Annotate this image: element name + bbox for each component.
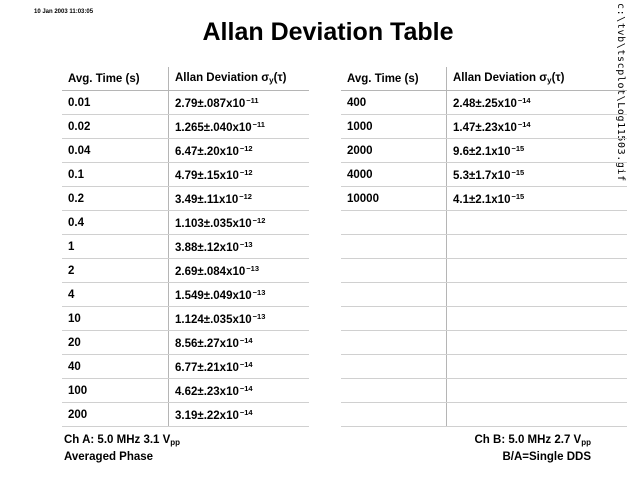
avg-time-cell: 2 [62, 259, 169, 283]
avg-time-cell [341, 331, 447, 355]
allan-deviation-cell [169, 187, 310, 211]
table-row [341, 403, 627, 427]
table-row [341, 187, 627, 211]
avg-time-cell: 0.02 [62, 115, 169, 139]
avg-time-cell: 0.2 [62, 187, 169, 211]
tau-symbol: (τ) [273, 72, 287, 84]
allan-deviation-cell [447, 235, 628, 259]
table-row [62, 139, 309, 163]
avg-time-cell: 10 [62, 307, 169, 331]
allan-deviation-cell [169, 307, 310, 331]
deviation-value: 3.88±.12x10 [175, 241, 239, 254]
dev-header-prefix: Allan Deviation [175, 72, 262, 84]
allan-deviation-cell [447, 355, 628, 379]
table-row [62, 259, 309, 283]
allan-deviation-cell [169, 139, 310, 163]
avg-time-cell [341, 283, 447, 307]
deviation-exponent: −14 [239, 335, 253, 345]
allan-deviation-cell [169, 163, 310, 187]
channel-b-info [475, 433, 592, 465]
sigma-symbol: σ [539, 72, 548, 84]
table-row [341, 283, 627, 307]
avg-time-cell: 4 [62, 283, 169, 307]
avg-time-cell: 0.4 [62, 211, 169, 235]
timestamp: 10 Jan 2003 11:03:05 [34, 9, 94, 15]
table-header-row [62, 67, 309, 91]
deviation-value: 2.79±.087x10 [175, 97, 246, 110]
table-row [341, 259, 627, 283]
table-row [62, 91, 309, 115]
deviation-value: 1.103±.035x10 [175, 217, 252, 230]
deviation-value: 8.56±.27x10 [175, 337, 239, 350]
allan-table-left [62, 67, 309, 427]
avg-time-cell: 0.01 [62, 91, 169, 115]
avg-time-cell: 10000 [341, 187, 447, 211]
avg-time-cell: 1000 [341, 115, 447, 139]
deviation-value: 6.47±.20x10 [175, 145, 239, 158]
table-row [62, 163, 309, 187]
table-row [62, 187, 309, 211]
allan-deviation-cell [447, 211, 628, 235]
deviation-exponent: −12 [239, 191, 252, 201]
avg-time-cell: 400 [341, 91, 447, 115]
allan-deviation-cell [447, 187, 628, 211]
deviation-exponent: −11 [252, 119, 265, 129]
table-row [341, 379, 627, 403]
avg-time-header: Avg. Time (s) [341, 67, 447, 91]
deviation-exponent: −13 [239, 239, 253, 249]
allan-table-right [341, 67, 627, 427]
deviation-exponent: −12 [239, 143, 253, 153]
tau-symbol: (τ) [551, 72, 565, 84]
allan-deviation-cell [169, 235, 310, 259]
avg-time-cell: 0.04 [62, 139, 169, 163]
table-row [341, 211, 627, 235]
deviation-value: 3.19±.22x10 [175, 409, 239, 422]
avg-time-cell: 0.1 [62, 163, 169, 187]
deviation-exponent: −14 [517, 95, 531, 105]
table-row [62, 379, 309, 403]
deviation-value: 1.265±.040x10 [175, 121, 252, 134]
deviation-exponent: −13 [252, 287, 266, 297]
table-row [62, 403, 309, 427]
avg-time-cell: 200 [62, 403, 169, 427]
avg-time-cell [341, 211, 447, 235]
sigma-symbol: σ [261, 72, 270, 84]
table-row [62, 235, 309, 259]
channel-b-line1 [475, 433, 592, 450]
allan-deviation-cell [447, 139, 628, 163]
avg-time-cell [341, 403, 447, 427]
channel-a-info [64, 433, 180, 465]
table-row [62, 115, 309, 139]
avg-time-cell: 2000 [341, 139, 447, 163]
avg-time-cell [341, 259, 447, 283]
avg-time-cell: 4000 [341, 163, 447, 187]
avg-time-header: Avg. Time (s) [62, 67, 169, 91]
table-row [341, 355, 627, 379]
deviation-value: 6.77±.21x10 [175, 361, 239, 374]
allan-deviation-header [447, 67, 628, 91]
deviation-exponent: −11 [246, 95, 259, 105]
channel-b-line2: B/A=Single DDS [502, 451, 591, 463]
allan-deviation-cell [447, 403, 628, 427]
deviation-exponent: −12 [252, 215, 266, 225]
deviation-value: 2.69±.084x10 [175, 265, 246, 278]
sigma-subscript: y [547, 76, 552, 85]
allan-deviation-cell [169, 211, 310, 235]
table-row [62, 211, 309, 235]
table-row [62, 283, 309, 307]
table-row [62, 331, 309, 355]
channel-a-line1 [64, 433, 180, 450]
table-header-row [341, 67, 627, 91]
deviation-value: 4.1±2.1x10 [453, 193, 511, 206]
table-row [62, 355, 309, 379]
avg-time-cell: 40 [62, 355, 169, 379]
allan-deviation-cell [169, 403, 310, 427]
deviation-exponent: −14 [239, 407, 253, 417]
deviation-value: 3.49±.11x10 [175, 193, 239, 206]
table-row [341, 115, 627, 139]
avg-time-cell [341, 355, 447, 379]
table-row [341, 235, 627, 259]
allan-deviation-cell [447, 115, 628, 139]
allan-deviation-cell [169, 355, 310, 379]
allan-deviation-cell [169, 331, 310, 355]
deviation-value: 4.62±.23x10 [175, 385, 239, 398]
channel-b-spec: Ch B: 5.0 MHz 2.7 V [474, 434, 582, 446]
table-row [341, 139, 627, 163]
allan-deviation-cell [447, 163, 628, 187]
allan-deviation-cell [447, 379, 628, 403]
avg-time-cell [341, 235, 447, 259]
deviation-value: 1.124±.035x10 [175, 313, 252, 326]
avg-time-cell [341, 307, 447, 331]
deviation-value: 4.79±.15x10 [175, 169, 239, 182]
sigma-subscript: y [269, 76, 274, 85]
allan-deviation-cell [447, 307, 628, 331]
deviation-value: 9.6±2.1x10 [453, 145, 511, 158]
file-path-label: c:\tvb\tscplot\Log11503.gif [615, 3, 626, 182]
avg-time-cell: 20 [62, 331, 169, 355]
deviation-exponent: −13 [246, 263, 259, 273]
avg-time-cell: 1 [62, 235, 169, 259]
vpp-subscript: pp [170, 438, 181, 447]
allan-deviation-cell [447, 331, 628, 355]
allan-deviation-cell [447, 259, 628, 283]
dev-header-prefix: Allan Deviation [453, 72, 540, 84]
allan-deviation-cell [169, 91, 310, 115]
table-row [341, 91, 627, 115]
allan-deviation-header [169, 67, 310, 91]
deviation-exponent: −15 [511, 167, 525, 177]
deviation-value: 1.47±.23x10 [453, 121, 517, 134]
vpp-subscript: pp [581, 438, 591, 447]
avg-time-cell: 100 [62, 379, 169, 403]
deviation-exponent: −12 [239, 167, 253, 177]
avg-time-cell [341, 379, 447, 403]
channel-a-spec: Ch A: 5.0 MHz 3.1 V [64, 434, 171, 446]
allan-deviation-cell [169, 259, 310, 283]
deviation-value: 1.549±.049x10 [175, 289, 252, 302]
table-row [341, 307, 627, 331]
allan-deviation-cell [169, 379, 310, 403]
channel-a-line2: Averaged Phase [64, 451, 154, 463]
deviation-exponent: −14 [239, 359, 253, 369]
deviation-value: 5.3±1.7x10 [453, 169, 511, 182]
page-title: Allan Deviation Table [202, 18, 454, 46]
deviation-exponent: −14 [517, 119, 531, 129]
allan-deviation-cell [169, 283, 310, 307]
deviation-exponent: −15 [511, 191, 525, 201]
allan-deviation-cell [447, 91, 628, 115]
table-row [62, 307, 309, 331]
allan-deviation-cell [447, 283, 628, 307]
deviation-exponent: −13 [252, 311, 266, 321]
deviation-value: 2.48±.25x10 [453, 97, 517, 110]
table-row [341, 331, 627, 355]
table-row [341, 163, 627, 187]
deviation-exponent: −15 [511, 143, 525, 153]
allan-deviation-cell [169, 115, 310, 139]
deviation-exponent: −14 [239, 383, 253, 393]
